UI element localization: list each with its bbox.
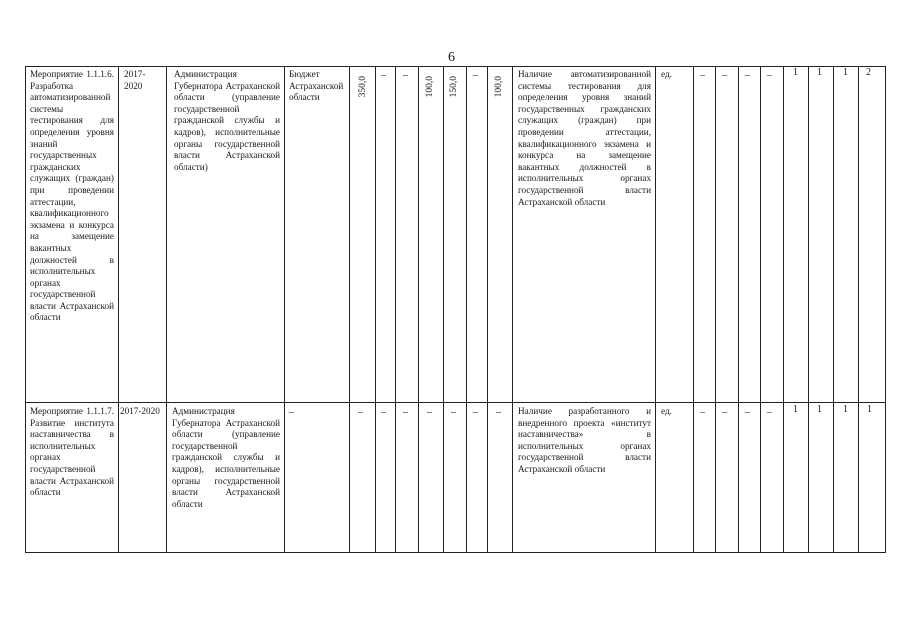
col-line xyxy=(858,66,859,553)
unit-cell: ед. xyxy=(661,406,672,416)
indicator-value: – xyxy=(745,70,750,81)
col-line xyxy=(284,66,285,553)
col-line xyxy=(808,66,809,553)
indicator-value: – xyxy=(700,70,705,81)
indicator-value: 1 xyxy=(817,67,822,78)
col-line xyxy=(783,66,784,553)
col-line xyxy=(655,66,656,553)
financing-value: – xyxy=(451,407,456,418)
financing-value: – xyxy=(403,70,408,81)
financing-value: 100,0 xyxy=(425,76,435,98)
activity-cell: Мероприятие 1.1.1.6. Разработка автоматизированной системы тестирования для определения уровня знаний государственных гражданских служащих (граждан) при проведении аттестации, квалификационного экзамена и конкурса на замещение вакантных должностей в исполнительных органах государственной власти Астраханской области xyxy=(30,69,114,323)
source-cell: Бюджет Астраханской области xyxy=(289,69,344,103)
financing-value: – xyxy=(496,407,501,418)
col-line xyxy=(466,66,467,553)
financing-value: – xyxy=(403,407,408,418)
indicator-value: – xyxy=(745,407,750,418)
indicator-cell: Наличие автоматизированной системы тестирования для определения уровня знаний государственных гражданских служащих (граждан) при проведении аттестации, квалификационного экзамена и конкурса на замещение вакантных должностей в исполнительных органах государственной власти Астраханской области xyxy=(518,69,651,207)
col-line xyxy=(395,66,396,553)
indicator-value: 1 xyxy=(817,404,822,415)
col-line xyxy=(166,66,167,553)
indicator-value: – xyxy=(722,70,727,81)
period-cell: 2017-2020 xyxy=(120,406,160,416)
executor-cell: Администрация Губернатора Астраханской области (управление государственной гражданской службы и кадров), исполнительные органы государственной власти Астраханской области xyxy=(172,406,280,509)
table-border-top xyxy=(25,66,885,67)
indicator-value: – xyxy=(767,70,772,81)
col-line xyxy=(349,66,350,553)
col-line xyxy=(693,66,694,553)
financing-value: – xyxy=(427,407,432,418)
col-line xyxy=(715,66,716,553)
indicator-value: 2 xyxy=(866,67,871,78)
period-cell: 2017-2020 xyxy=(124,69,146,91)
source-value: – xyxy=(289,407,294,418)
financing-value: – xyxy=(473,70,478,81)
col-line xyxy=(833,66,834,553)
financing-value: 350,0 xyxy=(358,76,368,98)
indicator-value: 1 xyxy=(793,67,798,78)
indicator-value: 1 xyxy=(793,404,798,415)
financing-value: 150,0 xyxy=(449,76,459,98)
col-line xyxy=(885,66,886,553)
col-line xyxy=(118,66,119,553)
indicator-value: 1 xyxy=(867,404,872,415)
row-divider xyxy=(25,402,885,403)
page-number: 6 xyxy=(448,50,455,65)
col-line xyxy=(375,66,376,553)
financing-value: – xyxy=(381,70,386,81)
indicator-value: – xyxy=(700,407,705,418)
col-line xyxy=(760,66,761,553)
indicator-value: – xyxy=(767,407,772,418)
col-line xyxy=(487,66,488,553)
col-line xyxy=(418,66,419,553)
indicator-cell: Наличие разработанного и внедренного проекта «институт наставничества» в исполнительных органах государственной власти Астраханской области xyxy=(518,406,651,474)
activity-cell: Мероприятие 1.1.1.7. Развитие института наставничества в исполнительных органах государственной власти Астраханской области xyxy=(30,406,114,498)
table-border-bottom xyxy=(25,552,885,553)
indicator-value: – xyxy=(722,407,727,418)
financing-value: – xyxy=(381,407,386,418)
financing-value: – xyxy=(473,407,478,418)
executor-cell: Администрация Губернатора Астраханской области (управление государственной гражданской службы и кадров), исполнительные органы государственной власти Астраханской области) xyxy=(174,69,280,172)
col-line xyxy=(512,66,513,553)
financing-value: – xyxy=(358,407,363,418)
unit-cell: ед. xyxy=(661,69,672,79)
indicator-value: 1 xyxy=(843,67,848,78)
col-line xyxy=(738,66,739,553)
col-line xyxy=(443,66,444,553)
indicator-value: 1 xyxy=(843,404,848,415)
col-line xyxy=(25,66,26,553)
financing-value: 100,0 xyxy=(494,76,504,98)
